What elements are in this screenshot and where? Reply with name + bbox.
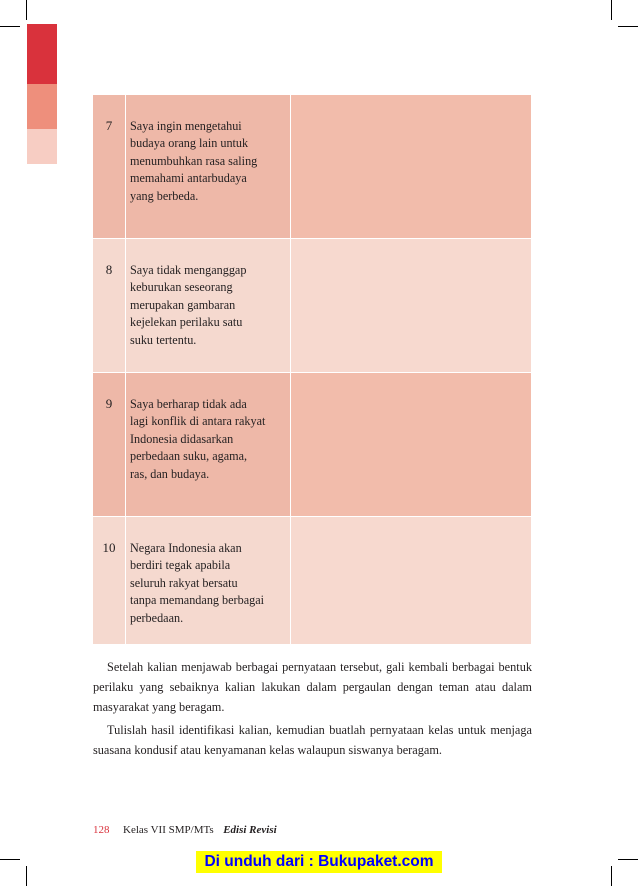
- table-row: [93, 372, 531, 516]
- statement-line: tanpa memandang berbagai: [130, 593, 265, 608]
- row-number-cell: [93, 239, 125, 372]
- statement-line: budaya orang lain untuk: [130, 136, 249, 151]
- download-banner[interactable]: Di unduh dari : Bukupaket.com: [196, 851, 442, 873]
- statement-line: Indonesia didasarkan: [130, 431, 234, 446]
- statement-line: Negara Indonesia akan: [130, 541, 242, 555]
- row-number: 8: [105, 262, 113, 277]
- statement-line: seluruh rakyat bersatu: [130, 575, 238, 590]
- statement-line: menumbuhkan rasa saling: [130, 153, 258, 168]
- row-number: 7: [105, 118, 113, 133]
- statement-cell: [126, 95, 290, 238]
- row-number: 9: [105, 396, 113, 411]
- crop-mark: [0, 26, 20, 27]
- crop-mark: [26, 866, 27, 886]
- row-number-cell: [93, 373, 125, 516]
- statement-line: suku tertentu.: [130, 332, 197, 347]
- statement-line: Saya berharap tidak ada: [130, 397, 247, 411]
- statement-line: ras, dan budaya.: [130, 466, 210, 481]
- color-bar-red: [27, 24, 57, 84]
- answer-cell[interactable]: [291, 95, 531, 238]
- statement-line: perbedaan.: [130, 610, 184, 625]
- statement-line: Saya ingin mengetahui: [130, 119, 242, 133]
- statement-line: perbedaan suku, agama,: [130, 449, 248, 464]
- answer-cell[interactable]: [291, 517, 531, 644]
- answer-cell[interactable]: [291, 239, 531, 372]
- row-number-cell: [93, 517, 125, 644]
- statement-text: [130, 396, 286, 483]
- statement-cell: [126, 517, 290, 644]
- chapter-color-bar: [27, 24, 57, 164]
- statement-line: Saya tidak menganggap: [130, 263, 247, 277]
- crop-mark: [611, 0, 612, 20]
- table-row: [93, 516, 531, 644]
- crop-mark: [618, 859, 638, 860]
- book-title: Kelas VII SMP/MTs: [123, 824, 214, 836]
- instruction-paragraph-1: Setelah kalian menjawab berbagai pernyataan tersebut, gali kembali berbagai bentuk perilaku yang sebaiknya kalian lakukan dalam pergaulan dengan teman atau dalam masyarakat yang beragam.: [93, 660, 532, 714]
- statement-line: keburukan seseorang: [130, 280, 233, 295]
- crop-mark: [0, 859, 20, 860]
- crop-mark: [618, 26, 638, 27]
- statement-text: [130, 118, 286, 205]
- instruction-paragraph-2: Tulislah hasil identifikasi kalian, kemudian buatlah pernyataan kelas untuk menjaga suasana kondusif atau kenyamanan kelas walaupun siswanya beragam.: [93, 723, 532, 757]
- answer-cell[interactable]: [291, 373, 531, 516]
- statement-line: kejelekan perilaku satu: [130, 315, 243, 330]
- statement-line: yang berbeda.: [130, 188, 199, 203]
- statement-line: berdiri tegak apabila: [130, 558, 231, 573]
- statement-text: [130, 540, 286, 627]
- statement-line: merupakan gambaran: [130, 297, 236, 312]
- statement-line: lagi konflik di antara rakyat: [130, 414, 266, 429]
- statement-table: [93, 95, 531, 644]
- row-number-cell: [93, 95, 125, 238]
- crop-mark: [611, 866, 612, 886]
- statement-cell: [126, 373, 290, 516]
- color-bar-pale: [27, 129, 57, 164]
- page-number: 128: [93, 824, 110, 836]
- crop-mark: [26, 0, 27, 20]
- page-footer: [93, 824, 277, 836]
- table-row: [93, 95, 531, 238]
- row-number: 10: [102, 540, 116, 555]
- table-row: [93, 238, 531, 372]
- color-bar-salmon: [27, 84, 57, 129]
- statement-text: [130, 262, 286, 349]
- statement-cell: [126, 239, 290, 372]
- edition-label: Edisi Revisi: [223, 824, 277, 836]
- statement-line: memahami antarbudaya: [130, 171, 247, 186]
